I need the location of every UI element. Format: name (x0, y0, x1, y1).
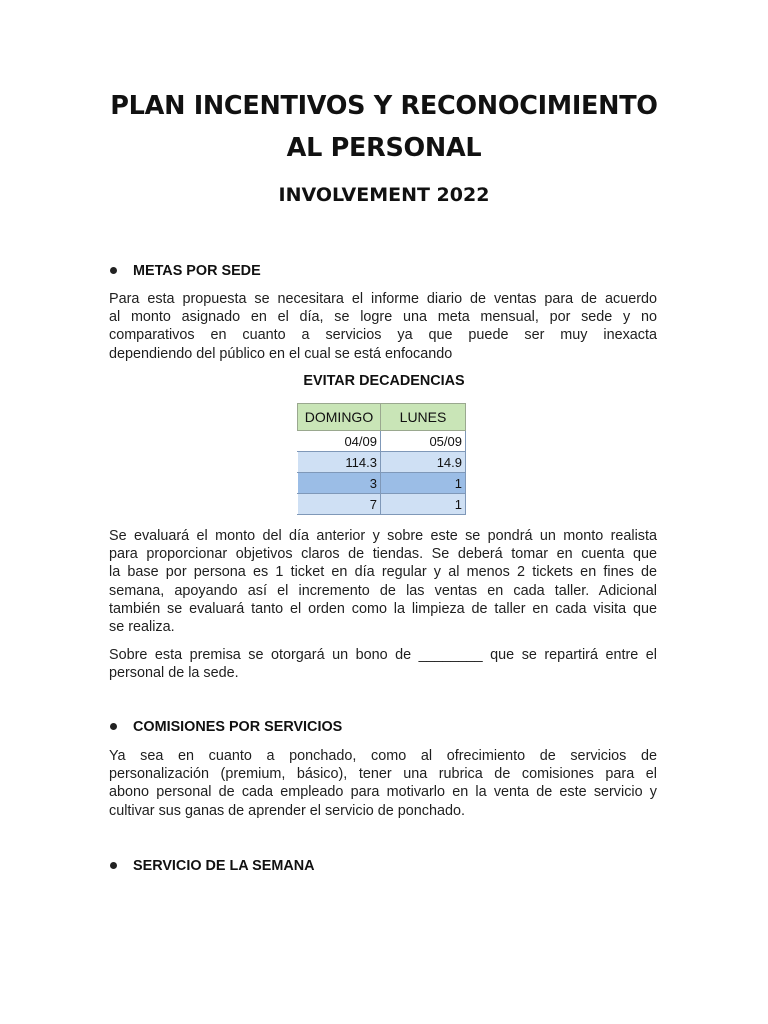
table-row (298, 494, 466, 515)
text-line: también se evaluará tanto el orden como la limpieza de taller en cada visita que (109, 600, 657, 617)
text-line: cultivar sus ganas de aprender el servicio de ponchado. (109, 802, 465, 819)
table-row (298, 473, 466, 494)
text-line: Para esta propuesta se necesitara el informe diario de ventas para de acuerdo (109, 291, 657, 307)
section-heading-comisiones (133, 718, 342, 736)
bullet-dot-icon (110, 267, 117, 274)
text-line: Se evaluará el monto del día anterior y sobre este se pondrá un monto realista (109, 528, 657, 544)
text-line: la base por persona es 1 ticket en día regular y al menos 2 tickets en fines de (109, 564, 657, 581)
table-row (298, 431, 466, 452)
paragraph-bono (109, 646, 657, 682)
text-line: semana, apoyando así el incremento de las ventas en cada taller. Adicional (109, 582, 657, 599)
text-line: dependiendo del público en el cual se está enfocando (109, 345, 453, 362)
bullet-dot-icon (110, 862, 117, 869)
text-line: abono personal de cada empleado para motivarlo en la venta de este servicio y (109, 784, 657, 801)
text-line: para proporcionar objetivos claros de tiendas. Se deberá tomar en cuenta que (109, 546, 657, 563)
table-cell: 114.3 (298, 452, 381, 473)
section-heading-metas (133, 262, 261, 280)
table-header-cell: DOMINGO (298, 404, 381, 431)
section-heading-text: COMISIONES POR SERVICIOS (133, 719, 343, 735)
section-heading-servicio-semana (133, 857, 315, 875)
text-line: Sobre esta premisa se otorgará un bono de ________ que se repartirá entre el (109, 647, 657, 663)
text-line: Ya sea en cuanto a ponchado, como al ofrecimiento de servicios de (109, 748, 657, 764)
table-header-row (298, 404, 466, 431)
text-line: comparativos en cuanto a servicios ya que puede ser muy inexacta (109, 327, 657, 344)
table-cell: 1 (381, 494, 466, 515)
text-line: personalización (premium, básico), tener una rubrica de comisiones para el (109, 766, 657, 783)
table-cell: 05/09 (381, 431, 466, 452)
document-title-line-1: PLAN INCENTIVOS Y RECONOCIMIENTO (110, 91, 658, 121)
section-heading-text: SERVICIO DE LA SEMANA (133, 858, 315, 874)
table-header-cell: LUNES (381, 404, 466, 431)
paragraph-metas (109, 290, 657, 363)
section-heading-text: METAS POR SEDE (133, 263, 261, 279)
text-line: se realiza. (109, 619, 175, 636)
table-row (298, 452, 466, 473)
table-heading: EVITAR DECADENCIAS (303, 373, 465, 389)
document-title-line-2: AL PERSONAL (286, 133, 482, 163)
table-cell: 7 (298, 494, 381, 515)
text-line: al monto asignado en el día, se logre una meta mensual, por sede y no (109, 309, 657, 326)
table-cell: 14.9 (381, 452, 466, 473)
sales-table (297, 403, 466, 515)
table-cell: 04/09 (298, 431, 381, 452)
paragraph-evaluacion (109, 527, 657, 636)
text-line: personal de la sede. (109, 665, 239, 682)
document-subtitle: INVOLVEMENT 2022 (278, 184, 490, 206)
table-cell: 3 (298, 473, 381, 494)
table-cell: 1 (381, 473, 466, 494)
paragraph-comisiones (109, 747, 657, 820)
bullet-dot-icon (110, 723, 117, 730)
